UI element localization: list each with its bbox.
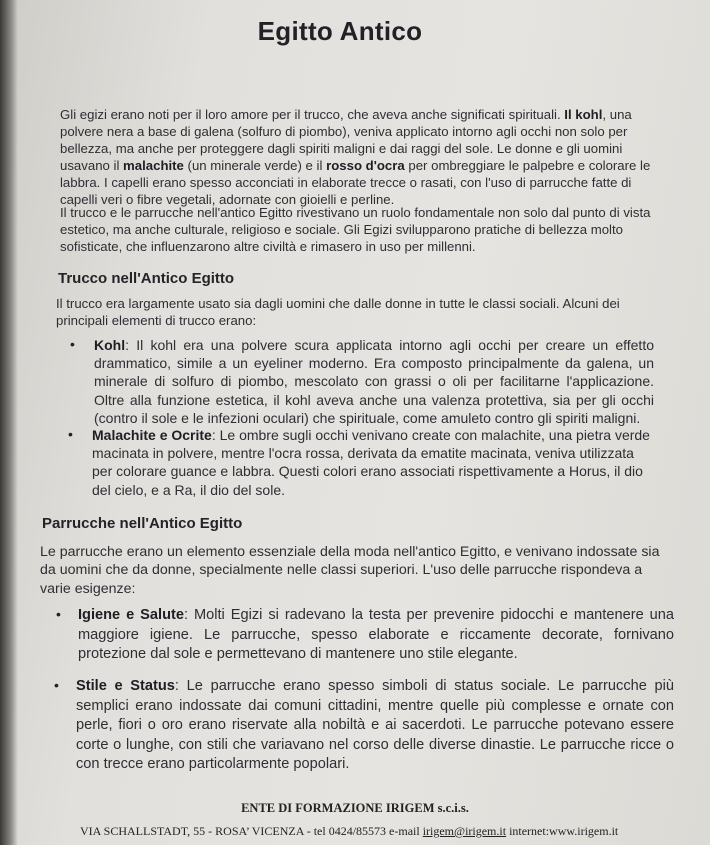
footer-email-link[interactable]: irigem@irigem.it [422, 824, 507, 838]
section-trucco-intro-text: Il trucco era largamente usato sia dagli uomini che dalle donne in tutte le classi sociali. Alcuni dei principali elementi di trucco erano: [56, 296, 620, 328]
list-item-igiene [42, 606, 674, 665]
intro-term-ocra: rosso d'ocra [326, 158, 405, 173]
list-item-igiene-text: : Molti Egizi si radevano la testa per prevenire pidocchi e mantenere una maggiore igiene. Le parrucche, spesso elaborate e riccamente decorate, fornivano protezione dal sole e permettevano di mantenere uno stile elegante. [78, 607, 674, 662]
section-trucco-heading: Trucco nell'Antico Egitto [58, 270, 235, 287]
intro-text-b: , una polvere nera a base di galena (solfuro di piombo), veniva applicato intorno agli occhi non solo per bellezza, ma anche per proteggere dagli spiriti maligni e dai raggi del sole. Le donne e gli uomini usavano il [60, 107, 632, 173]
footer-organization: ENTE DI FORMAZIONE IRIGEM s.c.i.s. [241, 801, 469, 815]
list-item-stile-term: Stile e Status [76, 678, 175, 694]
list-item-malachite-text: : Le ombre sugli occhi venivano create con malachite, una pietra verde macinata in polvere, mentre l'ocra rossa, derivata da ematite macinata, veniva utilizzata per colorare guance e labbra. Questi colori erano associati rispettivamente a Horus, il dio del cielo, e a Ra, il dio del sole. [92, 427, 650, 498]
intro-paragraph-1 [60, 106, 654, 208]
list-item-malachite-term: Malachite e Ocrite [92, 427, 212, 443]
section-trucco [58, 270, 658, 287]
list-item-kohl-text: : Il kohl era una polvere scura applicata intorno agli occhi per creare un effetto drammatico, simile a un eyeliner moderno. Era composto principalmente da galena, un minerale di solfuro di piombo, mescolato con grassi o oli per facilitarne l'applicazione. Oltre alla funzione estetica, il kohl aveva anche una valenza protettiva, sia per gli occhi (contro il sole e le infezioni oculari) che spirituale, come amuleto contro gli spiriti maligni. [94, 337, 654, 426]
list-item-malachite [58, 426, 658, 499]
bullet-icon: • [54, 677, 59, 693]
list-item-stile [40, 677, 674, 775]
list-item-kohl-term: Kohl [94, 337, 126, 353]
footer-website: internet:www.irigem.it [506, 824, 619, 838]
section-trucco-intro [56, 295, 660, 329]
bullet-icon: • [56, 606, 61, 622]
section-parrucche [42, 515, 662, 532]
intro-paragraph-2 [60, 204, 654, 255]
bullet-icon: • [68, 426, 73, 442]
bullet-icon: • [70, 336, 75, 352]
intro-text-c: (un minerale verde) e il [183, 158, 327, 173]
footer-contact [80, 824, 710, 839]
list-item-stile-text: : Le parrucche erano spesso simboli di status sociale. Le parrucche più semplici erano indossate dai comuni cittadini, mentre quelle più complesse e ornate con perle, fiori o oro erano riservate alla nobiltà e ai sacerdoti. Le parrucche potevano essere corte o lunghe, con stili che variavano nel corso delle diverse dinastie. Le parrucche ricce o con trecce erano particolarmente popolari. [76, 678, 675, 772]
list-item-kohl [60, 336, 654, 427]
intro-term-kohl: Il kohl [564, 107, 603, 122]
page-title: Egitto Antico [257, 16, 423, 46]
intro-text-a: Gli egizi erano noti per il loro amore per il trucco, che aveva anche significati spirituali. [60, 107, 565, 122]
section-parrucche-intro [40, 543, 664, 598]
intro-paragraph-2-text: Il trucco e le parrucche nell'antico Egitto rivestivano un ruolo fondamentale non solo dal punto di vista estetico, ma anche culturale, religioso e sociale. Gli Egizi svilupparono pratiche di bellezza molto sofisticate, che influenzarono altre civiltà e rimasero in uso per millenni. [60, 205, 651, 254]
intro-term-malachite: malachite [123, 158, 184, 173]
list-item-igiene-term: Igiene e Salute [78, 607, 184, 623]
footer-address: VIA SCHALLSTADT, 55 - ROSA’ VICENZA - tel 0424/85573 e-mail [80, 824, 423, 838]
section-parrucche-intro-text: Le parrucche erano un elemento essenziale della moda nell'antico Egitto, e venivano indossate sia da uomini che da donne, specialmente nelle classi superiori. L'uso delle parrucche rispondeva a varie esigenze: [40, 544, 660, 597]
intro-text-d: per ombreggiare le palpebre e colorare le labbra. I capelli erano spesso acconciati in elaborate trecce o rasati, con l'uso di parrucche fatte di capelli veri o fibre vegetali, adornate con gioielli e perline. [60, 158, 651, 207]
section-parrucche-heading: Parrucche nell'Antico Egitto [42, 515, 243, 532]
